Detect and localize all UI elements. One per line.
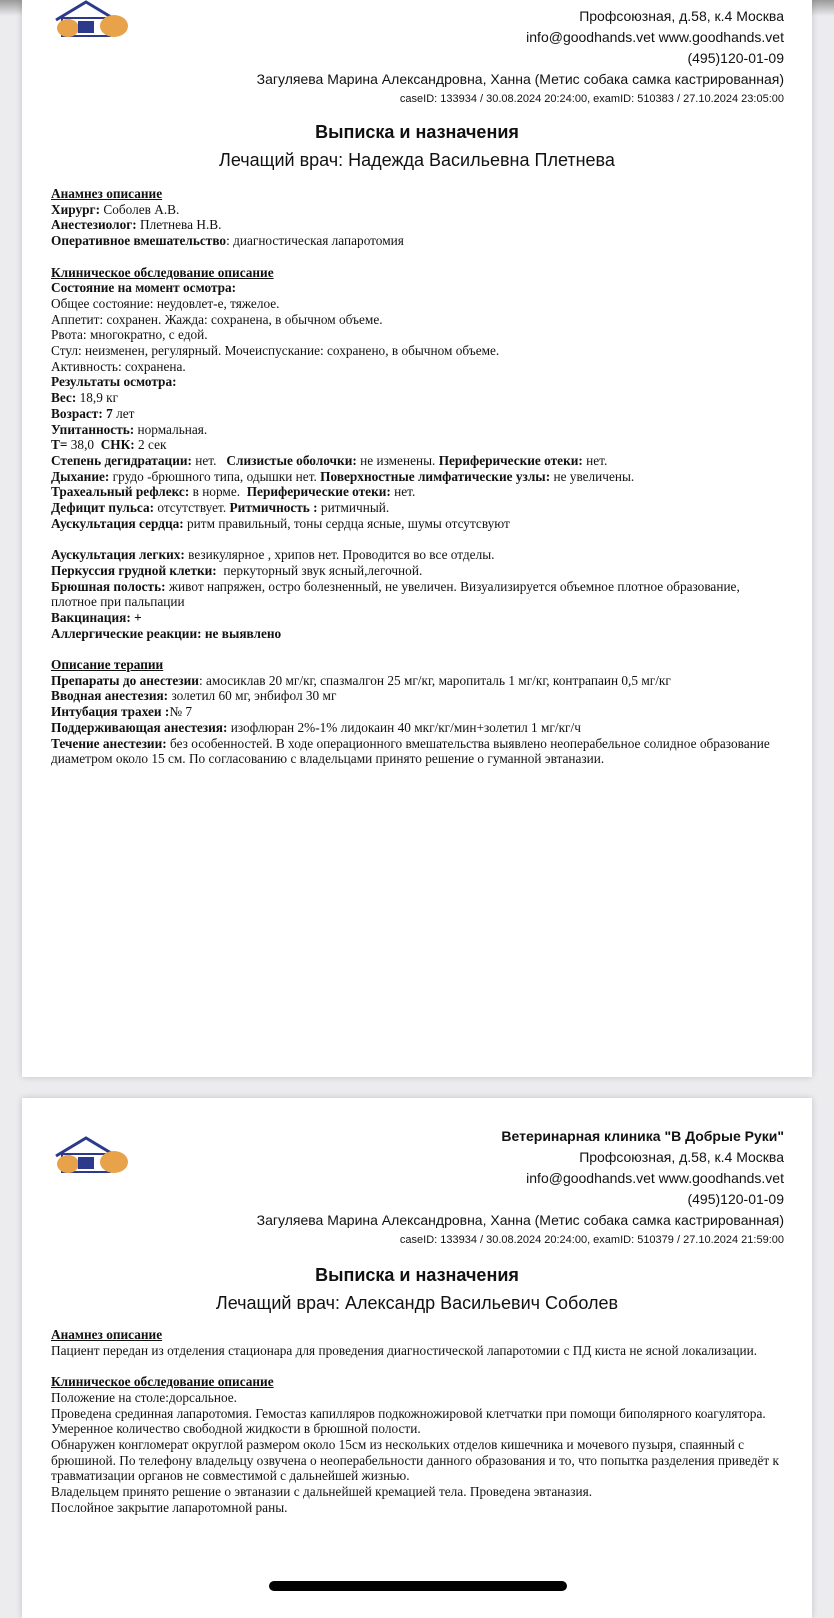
abdomen-value: живот напряжен, остро болезненный, не увеличен. Визуализируется объемное плотное образование, плотное при пальпации — [51, 578, 740, 610]
home-indicator[interactable] — [269, 1581, 567, 1591]
anesthesiologist-line — [51, 217, 786, 233]
breathing-label: Дыхание: — [51, 468, 110, 484]
case-info: caseID: 133934 / 30.08.2024 20:24:00, examID: 510379 / 27.10.2024 21:59:00 — [399, 1234, 784, 1246]
clinic-contact: info@goodhands.vet www.goodhands.vet — [526, 1170, 784, 1186]
weight-value: 18,9 кг — [76, 390, 119, 406]
intubation-line — [51, 704, 786, 720]
case-info: caseID: 133934 / 30.08.2024 20:24:00, examID: 510383 / 27.10.2024 23:05:00 — [399, 93, 784, 105]
temp-label: Т= — [51, 437, 68, 453]
therapy-heading: Описание терапии — [51, 657, 164, 673]
crt-label: СНК: — [100, 437, 135, 453]
vaccination-line: Вакцинация: + — [51, 609, 142, 625]
anamnesis-heading: Анамнез описание — [51, 186, 163, 201]
anamnesis-text: Пациент передан из отделения стационара для проведения диагностической лапаротомии с ПД киста не ясной локализации. — [51, 1342, 758, 1358]
clinical-heading: Клиническое обследование описание — [51, 1374, 274, 1390]
tracheal-label: Трахеальный рефлекс: — [51, 484, 190, 500]
lungs-value: везикулярное , хрипов нет. Проводится во все отделы. — [184, 547, 495, 563]
patient-info: Загуляева Марина Александровна, Ханна (Метис собака самка кастрированная) — [256, 71, 784, 87]
clinic-name: Ветеринарная клиника "В Добрые Руки" — [501, 1128, 784, 1144]
percussion-label: Перкуссия грудной клетки: — [51, 562, 217, 578]
mucosa-value: не изменены. — [356, 452, 439, 468]
breathing-value: грудо -брюшного типа, одышки нет. — [109, 468, 321, 484]
document-page-2 — [22, 1098, 812, 1618]
clinical-line: Положение на столе:дорсальное. — [51, 1389, 237, 1405]
operation-line — [51, 233, 786, 249]
clinic-logo-icon — [50, 1134, 132, 1174]
document-page-1 — [22, 0, 812, 1077]
clinical-line: Общее состояние: неудовлет-е, тяжелое. — [51, 295, 280, 311]
intubation-value: № 7 — [169, 704, 193, 720]
clinical-heading: Клиническое обследование описание — [51, 264, 274, 280]
maintenance-value: изофлюран 2%-1% лидокаин 40 мкг/кг/мин+золетил 1 мг/кг/ч — [227, 719, 581, 735]
clinical-line: Послойное закрытие лапаротомной раны. — [51, 1499, 288, 1515]
surgeon-label: Хирург: — [51, 201, 100, 217]
nutrition-label: Упитанность: — [51, 421, 135, 437]
lymph-label: Поверхностные лимфатические узлы: — [320, 468, 551, 484]
nutrition-value: нормальная. — [134, 421, 208, 437]
document-body — [51, 1327, 786, 1515]
surgeon-value: Соболев А.В. — [100, 201, 180, 217]
dehydration-value: нет. — [191, 452, 227, 468]
clinical-line: Рвота: многократно, с едой. — [51, 327, 208, 343]
document-title: Выписка и назначения — [315, 122, 519, 142]
document-title-block — [22, 119, 812, 174]
age-line — [51, 406, 786, 422]
pulse-value: отсутствует. — [154, 500, 230, 516]
clinical-line: Стул: неизменен, регулярный. Мочеиспускание: сохранено, в обычном объеме. — [51, 343, 500, 359]
heart-value: ритм правильный, тоны сердца ясные, шумы отсутсвуют — [183, 515, 510, 531]
clinical-line: Обнаружен конгломерат округлой размером около 15см из нескольких отделов кишечника и мочевого пузыря, спаянный с брюшиной. По телефону владельцу озвучена о неоперабельности данного образования и то, что попытка разделения приведёт к травматизации органов не совместимой с дальнейшей жизнью. — [51, 1436, 780, 1484]
percussion-line — [51, 563, 786, 579]
heart-label: Аускультация сердца: — [51, 515, 184, 531]
temp-value: 38,0 — [67, 437, 101, 453]
edema-label: Периферические отеки: — [438, 452, 583, 468]
induction-line — [51, 688, 786, 704]
lungs-line — [51, 547, 786, 563]
operation-value: : диагностическая лапаротомия — [226, 233, 404, 249]
lungs-label: Аускультация легких: — [51, 547, 185, 563]
maintenance-label: Поддерживающая анестезия: — [51, 719, 228, 735]
tracheal-line — [51, 484, 786, 500]
allergy-line: Аллергические реакции: не выявлено — [51, 625, 282, 641]
attending-doctor: Лечащий врач: Надежда Васильевна Плетнева — [219, 150, 615, 170]
anesthesiologist-label: Анестезиолог: — [51, 217, 137, 233]
clinic-contact: info@goodhands.vet www.goodhands.vet — [526, 29, 784, 45]
clinic-logo-icon — [50, 0, 132, 38]
dehydration-label: Степень дегидратации: — [51, 452, 192, 468]
edema2-label: Периферические отеки: — [246, 484, 391, 500]
attending-doctor: Лечащий врач: Александр Васильевич Соболев — [215, 1293, 619, 1313]
clinical-line: Владельцем принято решение о эвтаназии с дальнейшей кремацией тела. Проведена эвтаназия. — [51, 1484, 593, 1500]
temp-line — [51, 437, 786, 453]
document-title: Выписка и назначения — [315, 1265, 519, 1285]
document-body — [51, 186, 786, 767]
crt-value: 2 сек — [134, 437, 167, 453]
tracheal-value: в норме. — [189, 484, 247, 500]
abdomen-label: Брюшная полость: — [51, 578, 166, 594]
anesthesia-course-label: Течение анестезии: — [51, 735, 167, 751]
induction-label: Вводная анестезия: — [51, 688, 169, 704]
intubation-label: Интубация трахеи : — [51, 704, 170, 720]
anesthesia-course-line — [51, 736, 786, 767]
clinic-address: Профсоюзная, д.58, к.4 Москва — [579, 8, 784, 24]
surgeon-line — [51, 202, 786, 218]
clinic-header — [257, 1126, 784, 1249]
weight-label: Вес: — [51, 390, 77, 406]
anamnesis-heading: Анамнез описание — [51, 1327, 163, 1342]
breathing-line — [51, 469, 786, 485]
clinic-phone: (495)120-01-09 — [687, 50, 784, 66]
results-label: Результаты осмотра: — [51, 374, 177, 390]
premed-label: Препараты до анестезии — [51, 672, 199, 688]
age-value: лет — [112, 405, 135, 421]
premed-line — [51, 673, 786, 689]
clinic-phone: (495)120-01-09 — [687, 1191, 784, 1207]
anesthesia-course-value: без особенностей. В ходе операционного вмешательства выявлено неоперабельное солидное образование диаметром около 15 см. По согласованию с владельцами принято решение о гуманной эвтаназии. — [51, 735, 770, 767]
nutrition-line — [51, 422, 786, 438]
heart-line — [51, 516, 786, 532]
edema2-value: нет. — [390, 484, 416, 500]
patient-info: Загуляева Марина Александровна, Ханна (Метис собака самка кастрированная) — [256, 1212, 784, 1228]
abdomen-line — [51, 579, 786, 610]
pulse-line — [51, 500, 786, 516]
weight-line — [51, 390, 786, 406]
induction-value: золетил 60 мг, энбифол 30 мг — [168, 688, 337, 704]
clinic-address: Профсоюзная, д.58, к.4 Москва — [579, 1149, 784, 1165]
pulse-label: Дефицит пульса: — [51, 500, 155, 516]
clinical-line: Активность: сохранена. — [51, 358, 186, 374]
clinic-header — [257, 6, 784, 108]
operation-label: Оперативное вмешательство — [51, 233, 227, 249]
mucosa-label: Слизистые оболочки: — [226, 452, 357, 468]
state-label: Состояние на момент осмотра: — [51, 280, 237, 296]
lymph-value: не увеличены. — [550, 468, 635, 484]
premed-value: : амосиклав 20 мг/кг, спазмалгон 25 мг/кг, маропиталь 1 мг/кг, контрапаин 0,5 мг/кг — [198, 672, 671, 688]
anesthesiologist-value: Плетнева Н.В. — [136, 217, 222, 233]
maintenance-line — [51, 720, 786, 736]
edema-value: нет. — [582, 452, 608, 468]
age-label: Возраст: 7 — [51, 405, 113, 421]
rhythm-label: Ритмичность : — [229, 500, 318, 516]
clinical-line: Аппетит: сохранен. Жажда: сохранена, в обычном объеме. — [51, 311, 383, 327]
dehydration-line — [51, 453, 786, 469]
rhythm-value: ритмичный. — [317, 500, 390, 516]
clinical-line: Проведена срединная лапаротомия. Гемостаз капилляров подкожножировой клетчатки при помощи биполярного коагулятора. Умеренное количество свободной жидкости в брюшной полости. — [51, 1405, 766, 1437]
percussion-value: перкуторный звук ясный,легочной. — [216, 562, 423, 578]
document-title-block — [22, 1262, 812, 1317]
